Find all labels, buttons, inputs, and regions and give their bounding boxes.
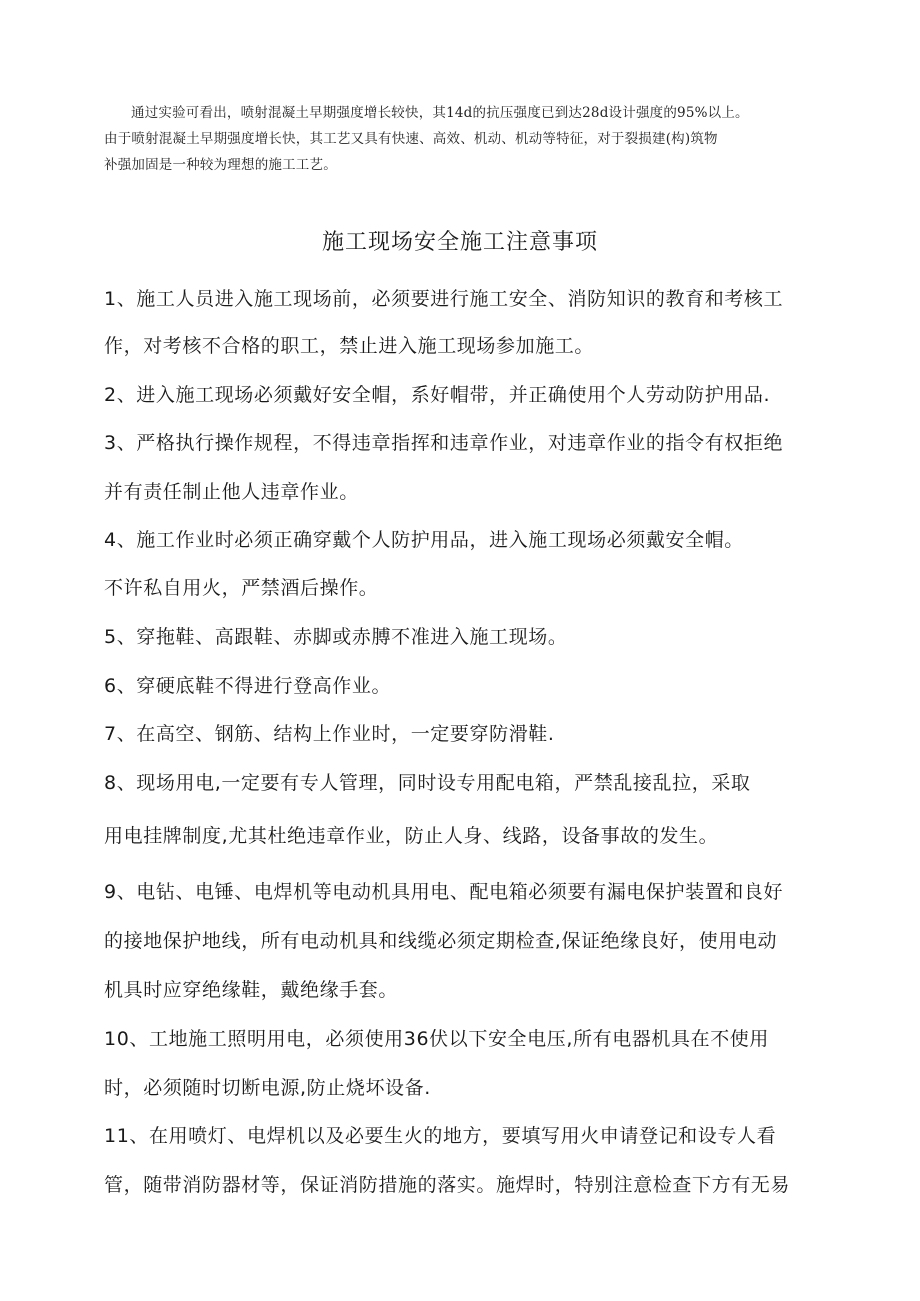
rule-line-16: 10、工地施工照明用电，必须使用36伏以下安全电压,所有电器机具在不使用 (104, 1028, 769, 1050)
rule-line-18: 11、在用喷灯、电焊机以及必要生火的地方，要填写用火申请登记和设专人看 (104, 1125, 777, 1147)
rule-line-8: 5、穿拖鞋、高跟鞋、赤脚或赤膊不准进入施工现场。 (104, 626, 568, 648)
rule-line-11: 8、现场用电,一定要有专人管理，同时设专用配电箱，严禁乱接乱拉，采取 (104, 772, 751, 794)
intro-line-2: 由于喷射混凝土早期强度增长快，其工艺又具有快速、高效、机动、机动等特征，对于裂损建(构)筑物 (104, 131, 718, 147)
rule-line-15: 机具时应穿绝缘鞋，戴绝缘手套。 (104, 979, 399, 1001)
rule-line-3: 2、进入施工现场必须戴好安全帽，系好帽带，并正确使用个人劳动防护用品. (104, 384, 771, 406)
intro-paragraph (104, 100, 824, 178)
rule-line-6: 4、施工作业时必须正确穿戴个人防护用品，进入施工现场必须戴安全帽。 (104, 529, 744, 551)
rule-line-13: 9、电钻、电锤、电焊机等电动机具用电、配电箱必须要有漏电保护装置和良好 (104, 881, 784, 903)
rule-line-4: 3、严格执行操作规程，不得违章指挥和违章作业，对违章作业的指令有权拒绝 (104, 432, 784, 454)
rule-line-5: 并有责任制止他人违章作业。 (104, 481, 359, 503)
rule-line-19: 管，随带消防器材等，保证消防措施的落实。施焊时，特别注意检查下方有无易 (104, 1174, 791, 1196)
rule-line-9: 6、穿硬底鞋不得进行登高作业。 (104, 675, 392, 697)
rule-line-2: 作，对考核不合格的职工，禁止进入施工现场参加施工。 (104, 335, 595, 357)
rule-line-10: 7、在高空、钢筋、结构上作业时，一定要穿防滑鞋. (104, 723, 555, 745)
section-title: 施工现场安全施工注意事项 (321, 230, 598, 255)
intro-line-1: 通过实验可看出，喷射混凝土早期强度增长较快，其14d的抗压强度已到达28d设计强度的95%以上。 (131, 105, 749, 121)
rule-line-7: 不许私自用火，严禁酒后操作。 (104, 577, 379, 599)
intro-line-3: 补强加固是一种较为理想的施工工艺。 (104, 157, 337, 173)
rule-line-1: 1、施工人员进入施工现场前，必须要进行施工安全、消防知识的教育和考核工 (104, 288, 784, 310)
rule-line-12: 用电挂牌制度,尤其杜绝违章作业，防止人身、线路，设备事故的发生。 (104, 825, 719, 847)
rule-line-17: 时，必须随时切断电源,防止烧坏设备. (104, 1077, 431, 1099)
rule-line-14: 的接地保护地线，所有电动机具和线缆必须定期检查,保证绝缘良好，使用电动 (104, 930, 778, 952)
